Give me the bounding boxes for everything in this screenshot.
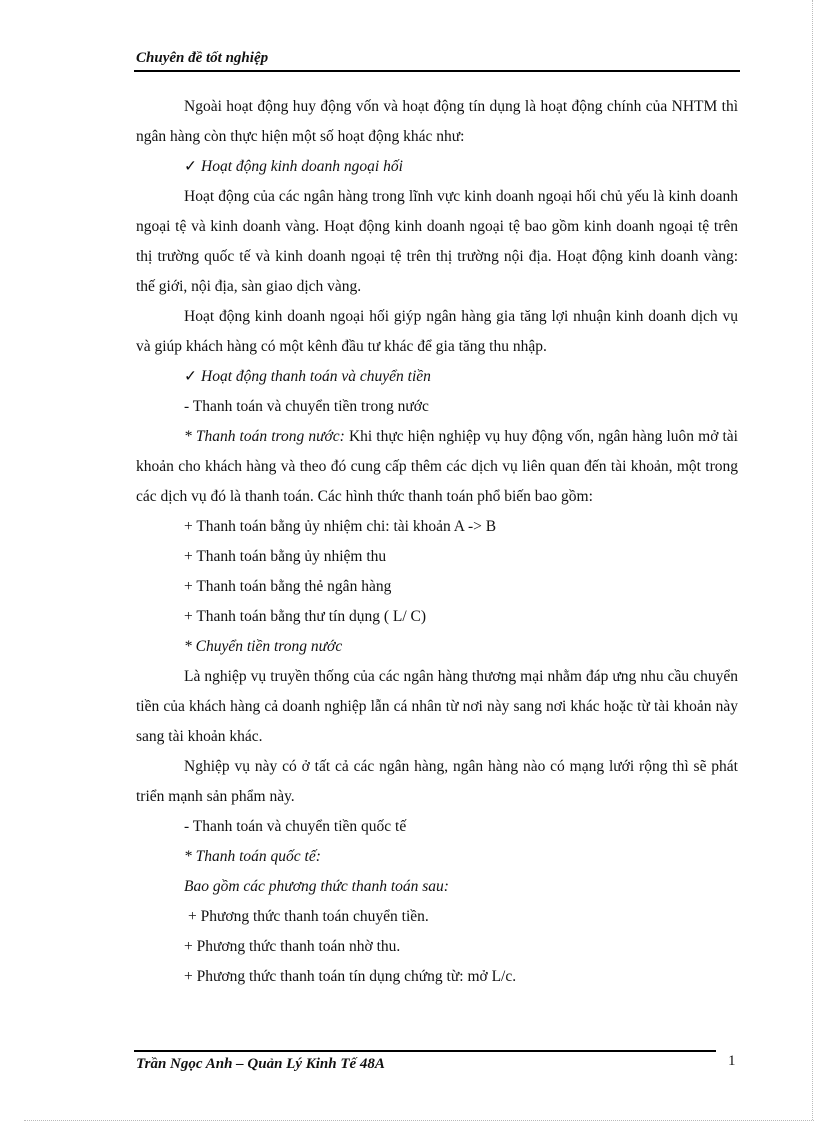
intl-payment-label: * Thanh toán quốc tế:: [184, 848, 321, 865]
domestic-payment-text: Khi thực hiện nghiệp vụ huy động vốn, ngân hàng luôn mở tài khoản cho khách hàng và theo đó cung cấp thêm các dịch vụ liên quan đến tài khoản, một trong các dịch vụ đó là thanh toán. Các hình thức thanh toán phổ biến bao gồm:: [136, 428, 738, 505]
forex-paragraph-1: Hoạt động của các ngân hàng trong lĩnh vực kinh doanh ngoại hối chủ yếu là kinh doanh ngoại tệ và kinh doanh vàng. Hoạt động kinh doanh ngoại tệ bao gồm kinh doanh ngoại tệ trên thị trường quốc tế và kinh doanh ngoại tệ trên thị trường nội địa. Hoạt động kinh doanh vàng: thế giới, nội địa, sàn giao dịch vàng.: [136, 188, 738, 295]
intl-method-item: + Phương thức thanh toán tín dụng chứng từ: mở L/c.: [184, 968, 517, 985]
check-icon: ✓: [184, 368, 197, 385]
section-heading-payment: ✓ Hoạt động thanh toán và chuyển tiền: [184, 368, 431, 385]
payment-form-item: + Thanh toán bằng thư tín dụng ( L/ C): [184, 608, 427, 625]
footer-divider: [134, 1050, 716, 1052]
intro-paragraph: Ngoài hoạt động huy động vốn và hoạt động tín dụng là hoạt động chính của NHTM thì ngân hàng còn thực hiện một số hoạt động khác như:: [136, 98, 738, 145]
forex-paragraph-2: Hoạt động kinh doanh ngoại hối giýp ngân hàng gia tăng lợi nhuận kinh doanh dịch vụ và giúp khách hàng có một kênh đầu tư khác để gia tăng thu nhập.: [136, 308, 738, 355]
header-divider: [134, 70, 740, 72]
intl-heading: - Thanh toán và chuyển tiền quốc tế: [184, 818, 407, 835]
page-edge-right: [812, 0, 813, 1120]
domestic-heading: - Thanh toán và chuyển tiền trong nước: [184, 398, 429, 415]
intl-method-item: + Phương thức thanh toán chuyển tiền.: [188, 908, 429, 925]
footer-author: Trần Ngọc Anh – Quản Lý Kinh Tế 48A: [136, 1056, 385, 1072]
page-number: 1: [728, 1053, 736, 1069]
payment-form-item: + Thanh toán bằng ủy nhiệm thu: [184, 548, 387, 565]
domestic-payment-paragraph: [136, 422, 738, 512]
document-header-title: Chuyên đề tốt nghiệp: [136, 50, 269, 66]
payment-form-item: + Thanh toán bằng ủy nhiệm chi: tài khoản A -> B: [184, 518, 497, 535]
check-icon: ✓: [184, 158, 197, 175]
section-heading-forex: ✓ Hoạt động kinh doanh ngoại hối: [184, 158, 403, 175]
domestic-payment-label: * Thanh toán trong nước:: [184, 428, 345, 445]
document-body: [136, 92, 738, 992]
transfer-heading: * Chuyển tiền trong nước: [184, 638, 343, 655]
intl-method-item: + Phương thức thanh toán nhờ thu.: [184, 938, 401, 955]
intl-methods-intro: Bao gồm các phương thức thanh toán sau:: [184, 878, 449, 895]
payment-form-item: + Thanh toán bằng thẻ ngân hàng: [184, 578, 392, 595]
transfer-paragraph-2: Nghiệp vụ này có ở tất cả các ngân hàng, ngân hàng nào có mạng lưới rộng thì sẽ phát triển mạnh sản phẩm này.: [136, 758, 738, 805]
page-edge-bottom: [24, 1120, 814, 1121]
transfer-paragraph-1: Là nghiệp vụ truyền thống của các ngân hàng thương mại nhằm đáp ưng nhu cầu chuyển tiền của khách hàng cả doanh nghiệp lẫn cá nhân từ nơi này sang nơi khác hoặc từ tài khoản này sang tài khoản khác.: [136, 668, 738, 745]
